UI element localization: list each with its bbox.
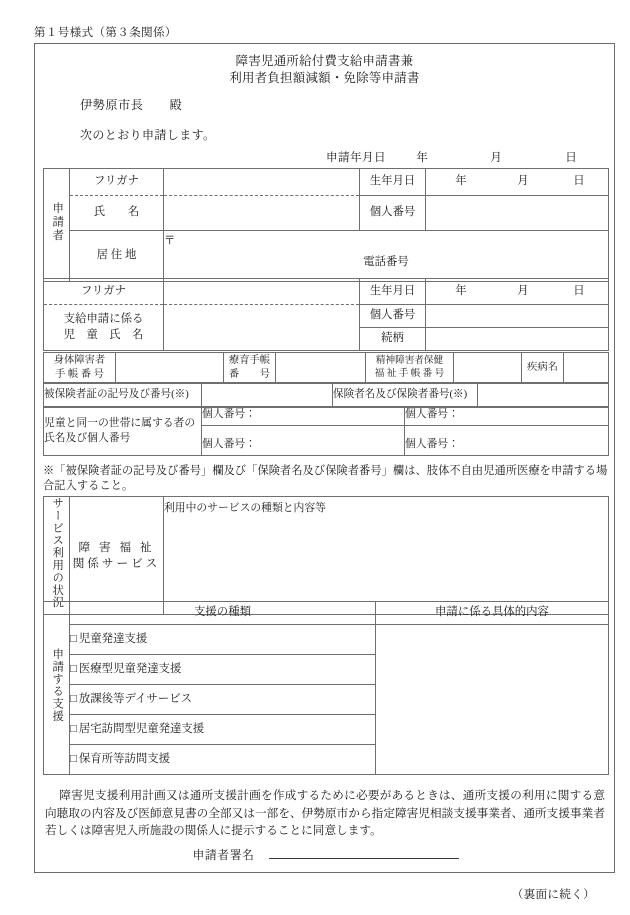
child-table <box>43 278 609 351</box>
certificates-table <box>43 352 609 384</box>
support-item-1-label: 児童発達支援 <box>78 632 148 645</box>
physical-certificate-label-line1: 身体障害者 <box>53 355 106 367</box>
child-name-label-line2: 児 童 氏 名 <box>63 328 144 341</box>
household-mynumber-3[interactable]: 個人番号： <box>202 425 405 455</box>
support-item-3[interactable] <box>70 685 376 715</box>
physical-certificate-label <box>44 353 116 384</box>
applicant-birth-label: 生年月日 <box>360 169 426 196</box>
physical-certificate-label-line2: 手 帳 番 号 <box>55 369 104 380</box>
checkbox-icon[interactable]: □ <box>70 692 77 705</box>
insurance-row <box>44 383 609 408</box>
household-row-1 <box>44 407 609 426</box>
applicant-furigana-label: フリガナ <box>70 169 164 196</box>
support-header-row <box>44 602 609 625</box>
mental-certificate-label <box>366 353 454 384</box>
support-detail-value[interactable] <box>376 625 609 775</box>
document-title <box>35 53 614 87</box>
applicant-mynumber-label: 個人番号 <box>360 196 426 231</box>
addressee-name: 伊勢原市長 <box>80 98 144 112</box>
checkbox-icon[interactable]: □ <box>70 722 77 735</box>
consent-text: 障害児支援利用計画又は通所支援計画を作成するために必要があるときは、通所支援の利用に関する意向聴取の内容及び医師意見書の全部又は一部を、伊勢原市から指定障害児相談支援事業者、通所支援事業者若しくは障害児入所施設の関係人に提示することに同意します。 <box>45 789 605 838</box>
ryoiku-certificate-label-line2: 番 号 <box>228 369 271 380</box>
support-item-4-label: 居宅訪問型児童発達支援 <box>78 722 205 735</box>
consent-paragraph <box>45 787 605 840</box>
service-content-header: 利用中のサービスの種類と内容等 <box>164 502 326 514</box>
household-label <box>44 407 202 456</box>
household-label-line1: 児童と同一の世帯に属する者の <box>44 417 196 430</box>
child-name-row <box>44 305 609 328</box>
continuation-note: （裏面に続く） <box>511 888 595 901</box>
applicant-furigana-row <box>44 169 609 196</box>
household-mynumber-1[interactable]: 個人番号： <box>202 407 405 426</box>
support-item-5-label: 保育所等訪問支援 <box>78 752 171 765</box>
addressee-honorific: 殿 <box>169 98 183 112</box>
insurance-note: ※「被保険者証の記号及び番号」欄及び「保険者名及び保険者番号」欄は、肢体不自由児通所医療を申請する場合記入すること。 <box>43 465 608 493</box>
applicant-address-value[interactable] <box>164 231 609 282</box>
disease-name-label: 疾病名 <box>522 353 564 384</box>
signature-input[interactable] <box>269 844 459 859</box>
applicant-birth-month: 月 <box>517 175 529 188</box>
child-birth-month: 月 <box>517 284 529 297</box>
service-category-label <box>70 497 164 615</box>
child-name-label <box>44 305 164 351</box>
child-name-value[interactable] <box>164 305 360 351</box>
applicant-name-label: 氏 名 <box>70 196 164 231</box>
support-item-5[interactable] <box>70 745 376 775</box>
form-number: 第１号様式（第３条関係） <box>34 27 177 39</box>
physical-certificate-value[interactable] <box>116 353 224 384</box>
applicant-birth-value[interactable] <box>426 169 609 196</box>
applicant-address-label: 居 住 地 <box>70 231 164 282</box>
child-furigana-label: フリガナ <box>44 279 164 305</box>
application-date-day[interactable]: 日 <box>565 151 577 164</box>
document-frame <box>34 43 615 873</box>
support-detail-header: 申請に係る具体的内容 <box>376 602 609 625</box>
insured-symbol-label: 被保険者証の記号及び番号(※) <box>44 383 202 408</box>
applicant-birth-day: 日 <box>573 175 585 188</box>
service-usage-table <box>43 496 609 615</box>
applicant-name-value[interactable] <box>164 196 360 231</box>
support-item-1[interactable] <box>70 625 376 655</box>
application-date-year[interactable]: 年 <box>416 151 428 164</box>
ryoiku-certificate-value[interactable] <box>276 353 366 384</box>
signature-label: 申請者署名 <box>192 848 255 862</box>
service-category-line2: 関係サービス <box>72 556 161 570</box>
child-furigana-row <box>44 279 609 305</box>
support-item-2[interactable] <box>70 655 376 685</box>
child-birth-value[interactable] <box>426 279 609 305</box>
child-name-label-line1: 支給申請に係る <box>63 313 144 326</box>
child-furigana-value[interactable] <box>164 279 360 305</box>
household-table <box>43 406 609 456</box>
service-category-line1: 障 害 福 祉 <box>78 540 155 554</box>
support-item-4[interactable] <box>70 715 376 745</box>
applicant-birth-year: 年 <box>455 175 467 188</box>
postal-mark: 〒 <box>164 235 176 247</box>
child-birth-day: 日 <box>573 284 585 297</box>
addressee-line <box>80 96 182 113</box>
applicant-name-row <box>44 196 609 231</box>
application-date-label: 申請年月日 <box>326 151 386 164</box>
document-title-line1: 障害児通所給付費支給申請書兼 <box>235 54 414 68</box>
applicant-vertical-label: 申請者 <box>44 169 70 282</box>
household-mynumber-2[interactable]: 個人番号： <box>405 407 609 426</box>
application-date-month[interactable]: 月 <box>490 151 502 164</box>
application-date-row <box>43 149 608 165</box>
support-request-table <box>43 601 609 775</box>
checkbox-icon[interactable]: □ <box>70 632 77 645</box>
support-item-row <box>44 625 609 655</box>
mental-certificate-label-line1: 精神障害者保健 <box>375 355 444 367</box>
support-item-3-label: 放課後等デイサービス <box>78 692 192 705</box>
support-item-2-label: 医療型児童発達支援 <box>78 662 182 675</box>
child-mynumber-value[interactable] <box>426 305 609 328</box>
applicant-table <box>43 168 609 282</box>
signature-row <box>35 844 616 863</box>
applicant-address-row <box>44 231 609 282</box>
insurer-name-value[interactable] <box>478 383 609 408</box>
applicant-furigana-value[interactable] <box>164 169 360 196</box>
lead-sentence: 次のとおり申請します。 <box>80 128 216 142</box>
ryoiku-certificate-label-line1: 療育手帳 <box>228 355 271 367</box>
mental-certificate-value[interactable] <box>454 353 522 384</box>
applicant-phone-label: 電話番号 <box>363 256 409 269</box>
insurer-name-label: 保険者名及び保険者番号(※) <box>333 383 478 408</box>
support-type-header: 支援の種類 <box>70 602 376 625</box>
child-birth-label: 生年月日 <box>360 279 426 305</box>
certificates-row <box>44 353 609 384</box>
child-relation-value[interactable] <box>426 328 609 351</box>
child-mynumber-label: 個人番号 <box>360 305 426 328</box>
insured-symbol-value[interactable] <box>202 383 333 408</box>
household-label-line2: 氏名及び個人番号 <box>44 431 131 444</box>
checkbox-icon[interactable]: □ <box>70 752 77 765</box>
service-content-cell[interactable] <box>164 497 609 615</box>
applicant-mynumber-value[interactable] <box>426 196 609 231</box>
support-vertical-label: 申請する支援 <box>44 602 70 775</box>
household-mynumber-4[interactable]: 個人番号： <box>405 425 609 455</box>
child-birth-year: 年 <box>455 284 467 297</box>
service-usage-row <box>44 497 609 615</box>
checkbox-icon[interactable]: □ <box>70 662 77 675</box>
mental-certificate-label-line2: 福 祉 手 帳 番 号 <box>374 368 445 379</box>
ryoiku-certificate-label <box>224 353 276 384</box>
child-relation-label: 続柄 <box>360 328 426 351</box>
disease-name-value[interactable] <box>564 353 609 384</box>
service-usage-vertical-label: サービス利用の状況 <box>44 497 70 615</box>
insurance-table <box>43 382 609 408</box>
document-title-line2: 利用者負担額減額・免除等申請書 <box>229 71 420 85</box>
